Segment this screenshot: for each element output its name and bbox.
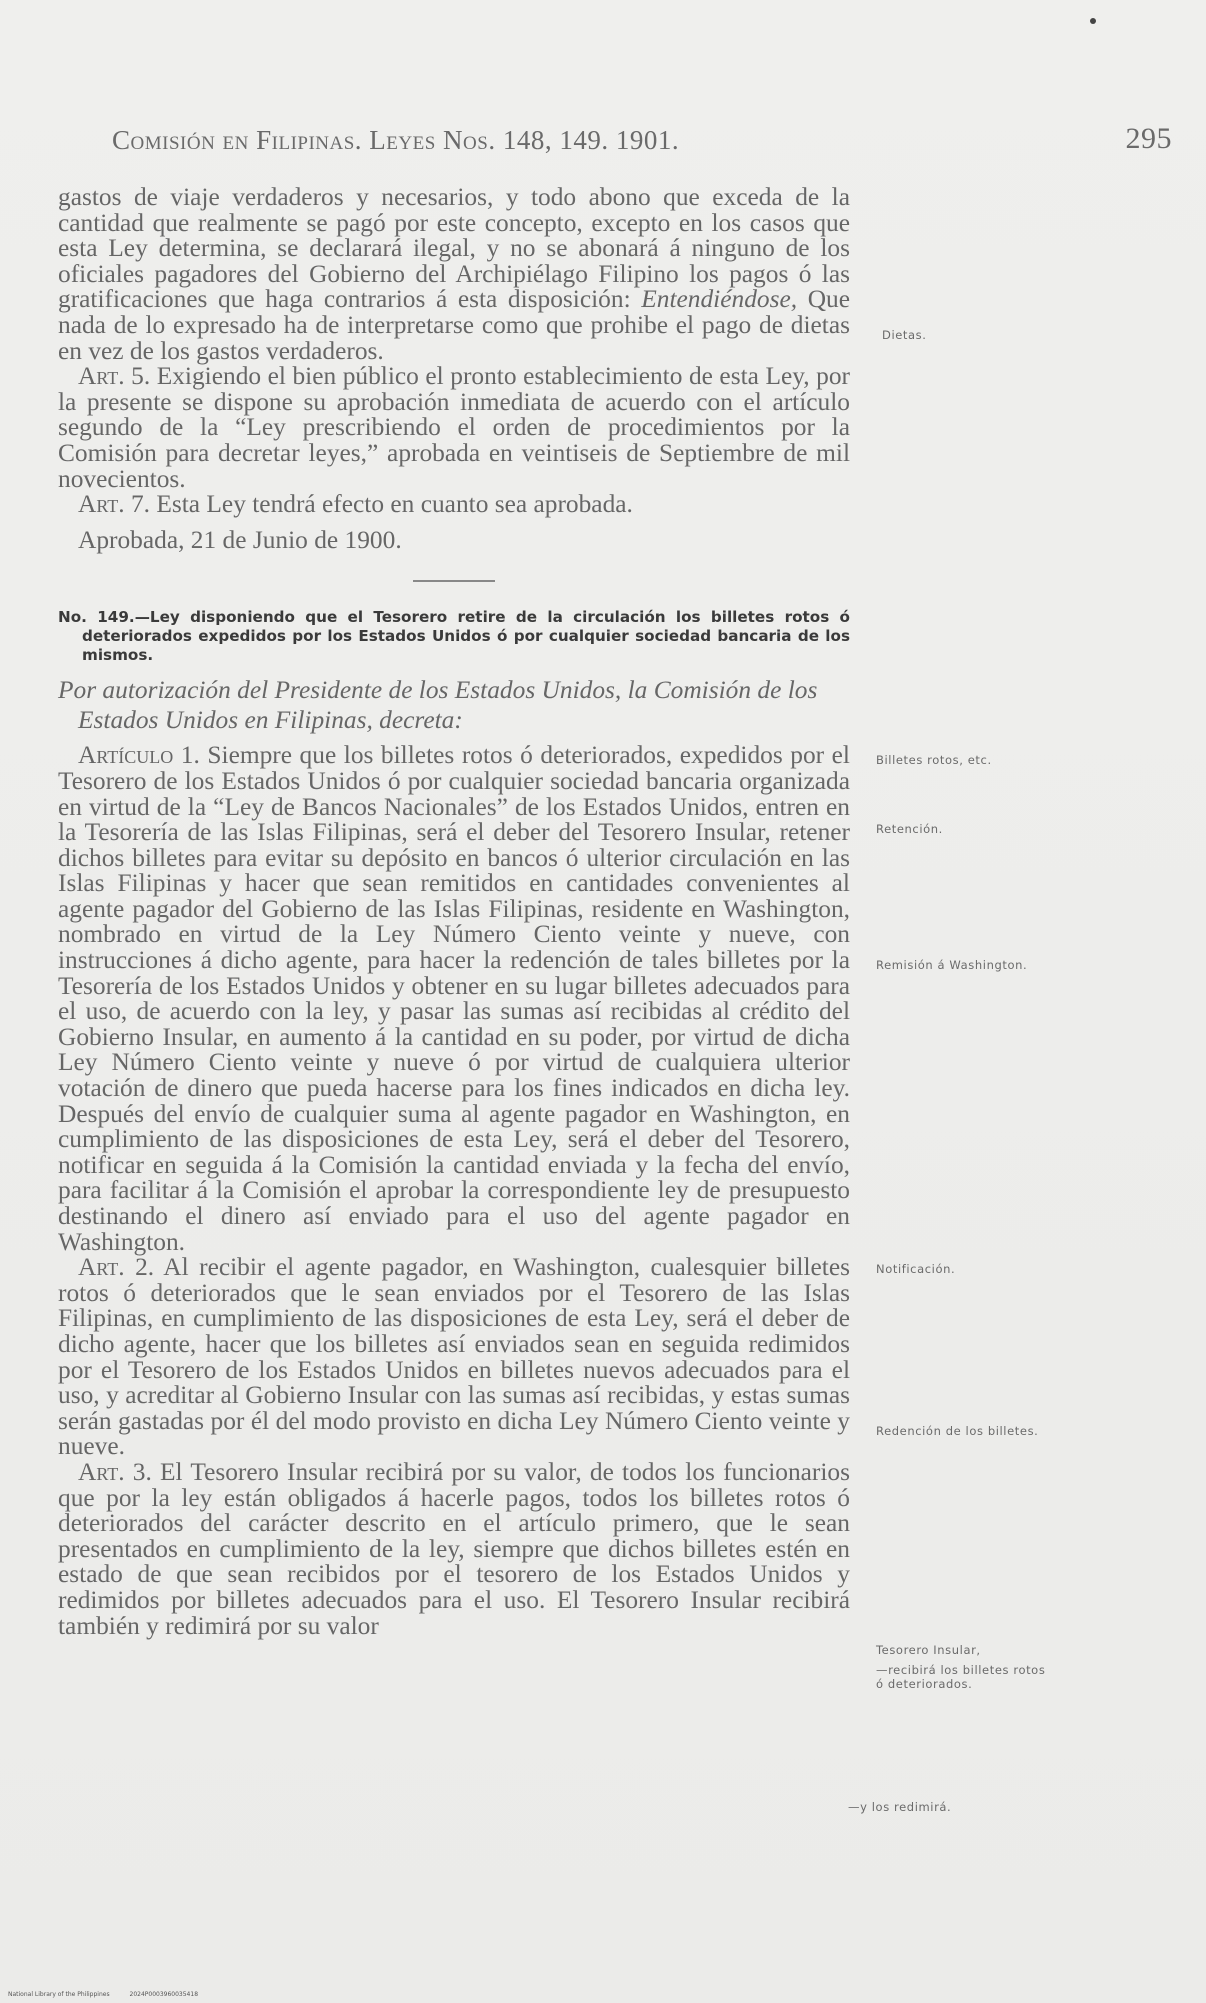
enactment-clause: Por autorización del Presidente de los Estados Unidos, la Comisión de los Estados Unidos en Filipinas, decreta: bbox=[58, 676, 818, 735]
margin-note-redencion: Redención de los billetes. bbox=[876, 1424, 1039, 1438]
approval-date: Aprobada, 21 de Junio de 1900. bbox=[78, 525, 402, 554]
article-text: Exigiendo el bien público el pronto establecimiento de esta Ley, por la presente se dispone su aprobación inmediata de acuerdo con el artículo segundo de la “Ley prescribiendo el orden de procedimientos por la Comisión para decretar leyes,” aprobada en veintiseis de Septiembre de mil novecientos. bbox=[58, 362, 850, 493]
article-text: Siempre que los billetes rotos ó deteriorados, expedidos por el Tesorero de los Estados Unidos ó por cualquier sociedad bancaria organizada en virtud de la “Ley de Bancos Nacionales” de los Estados Unidos, entren en la Tesorería de las Islas Filipinas, será el deber del Tesorero Insular, retener dichos billetes para evitar su depósito en bancos ó ulterior circulación en las Islas Filipinas y hacer que sean remitidos en cantidades convenientes al agente pagador del Gobierno de las Islas Filipinas, residente en Washington, nombrado en virtud de la Ley Número Ciento veinte y nueve, con instrucciones á dicho agente, para hacer la redención de tales billetes por la Tesorería de los Estados Unidos y obtener en su lugar billetes adecuados para el uso, de acuerdo con la ley, y pasar las sumas así recibidas al crédito del Gobierno Insular, en aumento á la cantidad en su poder, por virtud de dicha Ley Número Ciento veinte y nueve ó por virtud de cualquiera ulterior votación de dinero que pueda hacerse para los fines indicados en dicha ley. Después del envío de cualquier suma al agente pagador en Washington, en cumplimiento de las disposiciones de esta Ley, será el deber del Tesorero, notificar en seguida á la Comisión la cantidad enviada y la fecha del envío, para facilitar á la Comisión el aprobar la correspondiente ley de presupuesto destinando el dinero así enviado para el uso del agente pagador en Washington. bbox=[58, 741, 850, 1256]
article-3 bbox=[58, 1457, 850, 1640]
running-title: Comisión en Filipinas. Leyes Nos. 148, 149. 1901. bbox=[112, 125, 680, 155]
margin-note-billetes: Billetes rotos, etc. bbox=[876, 753, 992, 767]
article-1 bbox=[58, 743, 850, 1255]
article-label: Art. 3. bbox=[78, 1457, 152, 1486]
article-label: Art. 5. bbox=[78, 362, 151, 391]
margin-note-tesorero-title: Tesorero Insular, bbox=[876, 1643, 981, 1657]
article-label: Art. 2. bbox=[78, 1253, 155, 1282]
article-label: Art. 7. bbox=[78, 490, 150, 519]
footer-library: National Library of the Philippines bbox=[8, 1991, 110, 1998]
law-heading: No. 149.—Ley disponiendo que el Tesorero retire de la circulación los billetes rotos ó deteriorados expedidos por los Estados Unidos ó por cualquier sociedad bancaria de los mismos. bbox=[58, 608, 850, 665]
article-2 bbox=[58, 1255, 850, 1460]
margin-note-remision: Remisión á Washington. bbox=[876, 958, 1028, 972]
margin-note-notificacion: Notificación. bbox=[876, 1262, 956, 1276]
article-7 bbox=[58, 492, 850, 518]
page-number: 295 bbox=[1125, 122, 1172, 155]
ink-dot bbox=[1090, 18, 1096, 24]
proviso-italic: Entendiéndose, bbox=[641, 285, 798, 314]
article-text: El Tesorero Insular recibirá por su valor, de todos los funcionarios que por la ley están obligados á hacerle pagos, todos los billetes rotos ó deteriorados del carácter descrito en el artículo primero, que le sean presentados en cumplimiento de la ley, siempre que dichos billetes estén en estado de que sean recibidos por el tesorero de los Estados Unidos y redimidos por billetes adecuados para el uso. El Tesorero Insular recibirá también y redimirá por su valor bbox=[58, 1457, 850, 1640]
article-label: Artículo 1. bbox=[78, 741, 200, 770]
section-divider bbox=[413, 580, 495, 582]
paragraph-dietas bbox=[58, 185, 850, 364]
scan-footer bbox=[8, 1991, 216, 1998]
paragraph-text: Que nada de lo expresado ha de interpretarse como que prohibe el pago de dietas en vez de los gastos verdaderos. bbox=[58, 285, 850, 365]
margin-note-tesorero bbox=[876, 1643, 1056, 1691]
article-text: Esta Ley tendrá efecto en cuanto sea aprobada. bbox=[156, 490, 633, 519]
footer-id: 2024P0003960035418 bbox=[129, 1991, 199, 1998]
margin-note-retencion: Retención. bbox=[876, 822, 943, 836]
page-header bbox=[112, 122, 1172, 165]
main-text bbox=[58, 185, 850, 1639]
paragraph-text: gastos de viaje verdaderos y necesarios, y todo abono que exceda de la cantidad que realmente se pagó por este concepto, excepto en los casos que esta Ley determina, se declarará ilegal, y no se abonará á ninguno de los oficiales pagadores del Gobierno del Archipiélago Filipino los pagos ó las gratificaciones que haga contrarios á esta disposición: bbox=[58, 183, 850, 314]
article-text: Al recibir el agente pagador, en Washington, cualesquier billetes rotos ó deteriorados que le sean enviados por el Tesorero de las Islas Filipinas, en cumplimiento de las disposiciones de esta Ley, será el deber de dicho agente, hacer que los billetes así enviados sean en seguida redimidos por el Tesorero de los Estados Unidos en billetes nuevos adecuados para el uso, y acreditar al Gobierno Insular con las sumas así recibidas, y estas sumas serán gastadas por él del modo provisto en dicha Ley Número Ciento veinte y nueve. bbox=[58, 1253, 850, 1461]
margin-note-redimira: —y los redimirá. bbox=[848, 1800, 952, 1814]
margin-note-tesorero-sub: —recibirá los billetes rotos ó deteriorados. bbox=[876, 1663, 1046, 1691]
article-5 bbox=[58, 364, 850, 492]
margin-note-dietas: Dietas. bbox=[882, 328, 927, 342]
